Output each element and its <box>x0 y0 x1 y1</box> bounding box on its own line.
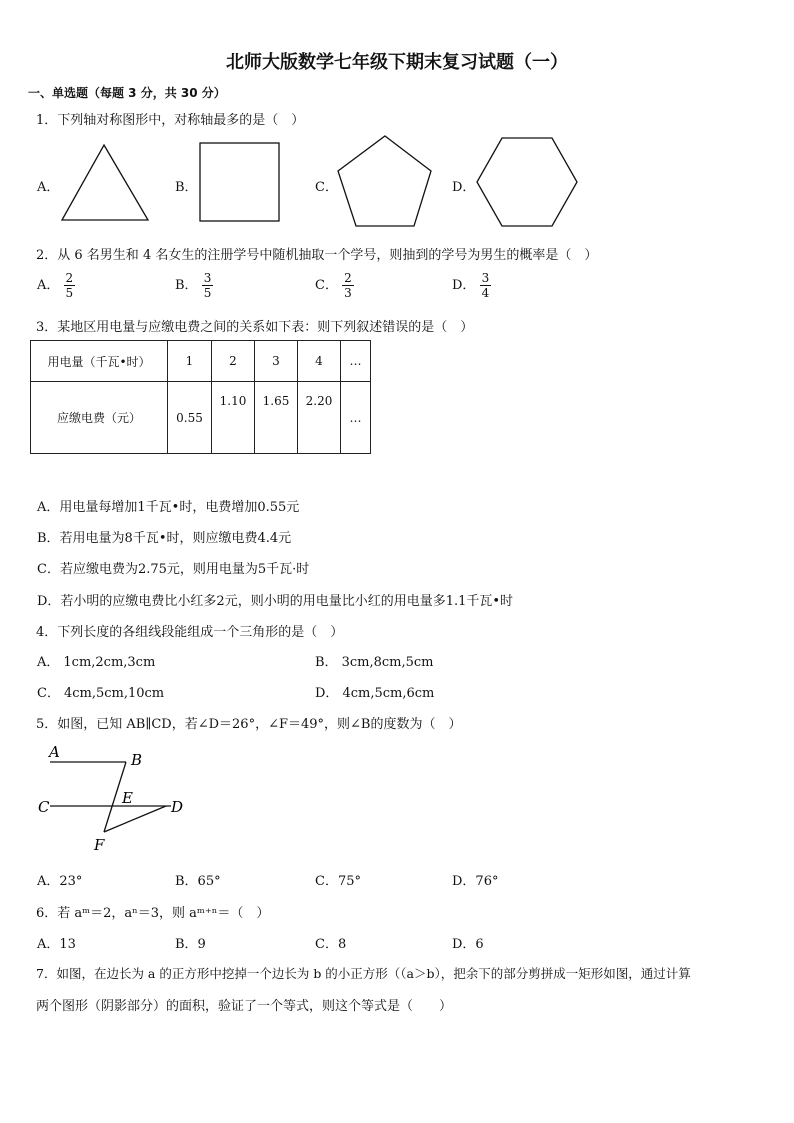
section-heading: 一、单选题（每题 3 分，共 30 分） <box>28 86 226 100</box>
fraction <box>64 271 76 300</box>
question-6-text: 6．若 aᵐ＝2，aⁿ＝3，则 aᵐ⁺ⁿ＝（ ） <box>36 906 270 921</box>
point-label-f: F <box>94 836 105 854</box>
option-value: 4cm,5cm,6cm <box>342 686 435 701</box>
question-7-text-line1: 7．如图，在边长为 a 的正方形中挖掉一个边长为 b 的小正方形（（a＞b），把余下的部分剪拼成一矩形如图，通过计算 <box>36 966 691 981</box>
q2-option-c <box>315 271 354 300</box>
table-cell: … <box>341 382 371 454</box>
q3-option-d: D．若小明的应缴电费比小红多2元，则小明的用电量比小红的用电量多1.1千瓦•时 <box>37 594 514 609</box>
pentagon-icon <box>336 134 434 228</box>
q6-option-d: D．6 <box>452 937 484 952</box>
table-cell: … <box>341 341 371 382</box>
point-label-a: A <box>49 743 60 761</box>
q4-option-c <box>37 682 164 701</box>
fraction <box>342 271 354 300</box>
denominator: 4 <box>481 286 490 300</box>
q5-option-a: A．23° <box>37 874 83 889</box>
table-cell: 2 <box>212 341 255 382</box>
option-label: C． <box>315 278 338 293</box>
q3-option-a: A．用电量每增加1千瓦•时，电费增加0.55元 <box>37 500 300 515</box>
option-label: A． <box>37 655 60 670</box>
question-5-text: 5．如图，已知 AB∥CD，若∠D＝26°，∠F＝49°，则∠B的度数为（ ） <box>36 717 462 732</box>
option-label: D． <box>452 278 476 293</box>
option-label: C． <box>37 686 60 701</box>
fraction <box>202 271 214 300</box>
q6-option-c: C．8 <box>315 937 347 952</box>
fraction <box>480 271 492 300</box>
numerator: 3 <box>481 271 490 285</box>
q1-option-a-label: A． <box>37 180 60 195</box>
q1-option-b-label: B． <box>175 180 198 195</box>
numerator: 2 <box>65 271 74 285</box>
q3-option-c: C．若应缴电费为2.75元，则用电量为5千瓦·时 <box>37 562 310 577</box>
square-icon <box>198 141 282 223</box>
question-4-text: 4．下列长度的各组线段能组成一个三角形的是（ ） <box>36 625 344 640</box>
q4-option-b <box>315 651 433 670</box>
table-cell: 4 <box>298 341 341 382</box>
table-header-fee: 应缴电费（元） <box>31 382 168 454</box>
option-label: D． <box>315 686 339 701</box>
q1-option-c-label: C． <box>315 180 338 195</box>
q3-option-b: B．若用电量为8千瓦•时，则应缴电费4.4元 <box>37 531 292 546</box>
q4-option-d <box>315 682 434 701</box>
option-label: B． <box>315 655 338 670</box>
q2-option-b <box>175 271 213 300</box>
triangle-icon <box>60 143 152 223</box>
table-cell: 1.10 <box>212 382 255 454</box>
option-value: 4cm,5cm,10cm <box>63 686 165 701</box>
question-1-text: 1．下列轴对称图形中，对称轴最多的是（ ） <box>36 113 305 128</box>
table-cell: 3 <box>255 341 298 382</box>
table-row <box>31 341 371 382</box>
denominator: 3 <box>344 286 352 300</box>
q2-option-a <box>37 271 75 300</box>
option-label: A． <box>37 278 60 293</box>
point-label-d: D <box>171 798 184 816</box>
q5-option-d: D．76° <box>452 874 499 889</box>
denominator: 5 <box>203 286 212 300</box>
point-label-c: C <box>38 798 50 816</box>
point-label-b: B <box>131 751 143 769</box>
table-header-usage: 用电量（千瓦•时） <box>31 341 168 382</box>
hexagon-icon <box>475 136 580 228</box>
question-3-text: 3．某地区用电量与应缴电费之间的关系如下表：则下列叙述错误的是（ ） <box>36 320 474 335</box>
q6-option-a: A．13 <box>37 937 76 952</box>
page-title: 北师大版数学七年级下期末复习试题（一） <box>226 52 568 73</box>
table-cell: 1 <box>168 341 212 382</box>
parallel-lines-figure <box>34 740 194 855</box>
table-cell: 1.65 <box>255 382 298 454</box>
option-label: B． <box>175 278 198 293</box>
table-row <box>31 382 371 454</box>
table-cell: 0.55 <box>168 382 212 454</box>
electricity-table <box>30 340 371 454</box>
q5-option-b: B．65° <box>175 874 221 889</box>
numerator: 2 <box>344 271 352 285</box>
table-cell: 2.20 <box>298 382 341 454</box>
option-value: 3cm,8cm,5cm <box>341 655 434 670</box>
point-label-e: E <box>122 789 133 807</box>
q1-option-d-label: D． <box>452 180 476 195</box>
denominator: 5 <box>65 286 74 300</box>
question-2-text: 2．从 6 名男生和 4 名女生的注册学号中随机抽取一个学号，则抽到的学号为男生的概率是（ ） <box>36 248 598 263</box>
option-value: 1cm,2cm,3cm <box>63 655 156 670</box>
q4-option-a <box>37 651 155 670</box>
numerator: 3 <box>203 271 212 285</box>
question-7-text-line2: 两个图形（阴影部分）的面积，验证了一个等式，则这个等式是（ ） <box>36 999 453 1014</box>
q5-option-c: C．75° <box>315 874 361 889</box>
q6-option-b: B．9 <box>175 937 206 952</box>
q2-option-d <box>452 271 491 300</box>
